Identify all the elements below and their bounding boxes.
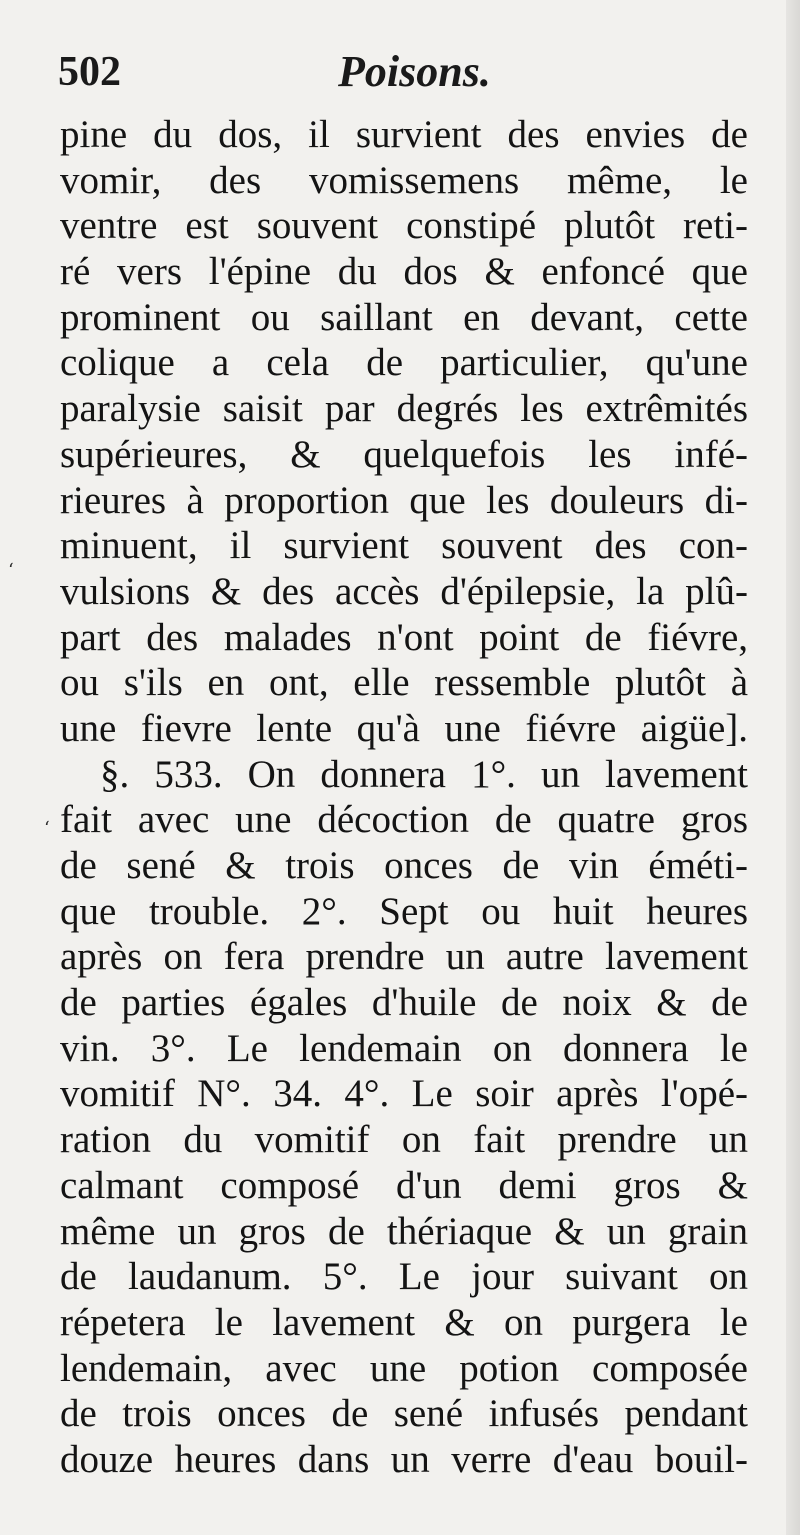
text-line: ou s'ils en ont, elle ressemble plutôt à (60, 661, 748, 705)
text-line: une fievre lente qu'à une fiévre aigüe]. (60, 706, 748, 750)
text-line: de sené & trois onces de vin éméti- (60, 844, 748, 887)
text-line: rieures à proportion que les douleurs di- (60, 478, 748, 522)
text-line: même un gros de thériaque & un grain (60, 1209, 748, 1253)
text-line: vomir, des vomissemens même, le (60, 158, 748, 202)
page-edge (786, 0, 800, 1535)
text-line: supérieures, & quelquefois les infé- (60, 432, 748, 476)
text-line: lendemain, avec une potion composée (60, 1346, 748, 1390)
text-line: minuent, il survient souvent des con- (60, 524, 748, 568)
text-line: ventre est souvent constipé plutôt reti- (60, 204, 748, 248)
margin-mark: ‘ (8, 560, 14, 581)
text-line: vomitif N°. 34. 4°. Le soir après l'opé- (60, 1072, 748, 1116)
text-line: de laudanum. 5°. Le jour suivant on (60, 1255, 748, 1299)
text-line: répetera le lavement & on purgera le (60, 1300, 748, 1344)
text-line: de parties égales d'huile de noix & de (60, 981, 748, 1025)
text-line: colique a cela de particulier, qu'une (60, 341, 748, 385)
text-line: fait avec une décoction de quatre gros (60, 798, 748, 842)
text-line: après on fera prendre un autre lavement (60, 935, 748, 979)
paragraph-start-line: §. 533. On donnera 1°. un lavement (100, 752, 748, 796)
text-line: vulsions & des accès d'épilepsie, la plû- (60, 569, 748, 613)
text-line: prominent ou saillant en devant, cette (60, 295, 748, 339)
page-header (58, 40, 748, 102)
text-line: ré vers l'épine du dos & enfoncé que (60, 250, 748, 294)
text-line: douze heures dans un verre d'eau bouil- (60, 1437, 748, 1481)
text-line: part des malades n'ont point de fiévre, (60, 615, 748, 659)
text-line: calmant composé d'un demi gros & (60, 1163, 748, 1207)
margin-mark: ‘ (44, 818, 50, 839)
running-title: Poisons. (338, 47, 491, 96)
text-line: de trois onces de sené infusés pendant (60, 1392, 748, 1436)
page-number: 502 (58, 49, 121, 95)
text-line: que trouble. 2°. Sept ou huit heures (60, 889, 748, 933)
text-line: ration du vomitif on fait prendre un (60, 1118, 748, 1162)
text-line: pine du dos, il survient des envies de (60, 113, 748, 156)
text-line: vin. 3°. Le lendemain on donnera le (60, 1026, 748, 1070)
text-line: paralysie saisit par degrés les extrêmités (60, 387, 748, 431)
text-body (60, 112, 748, 1483)
